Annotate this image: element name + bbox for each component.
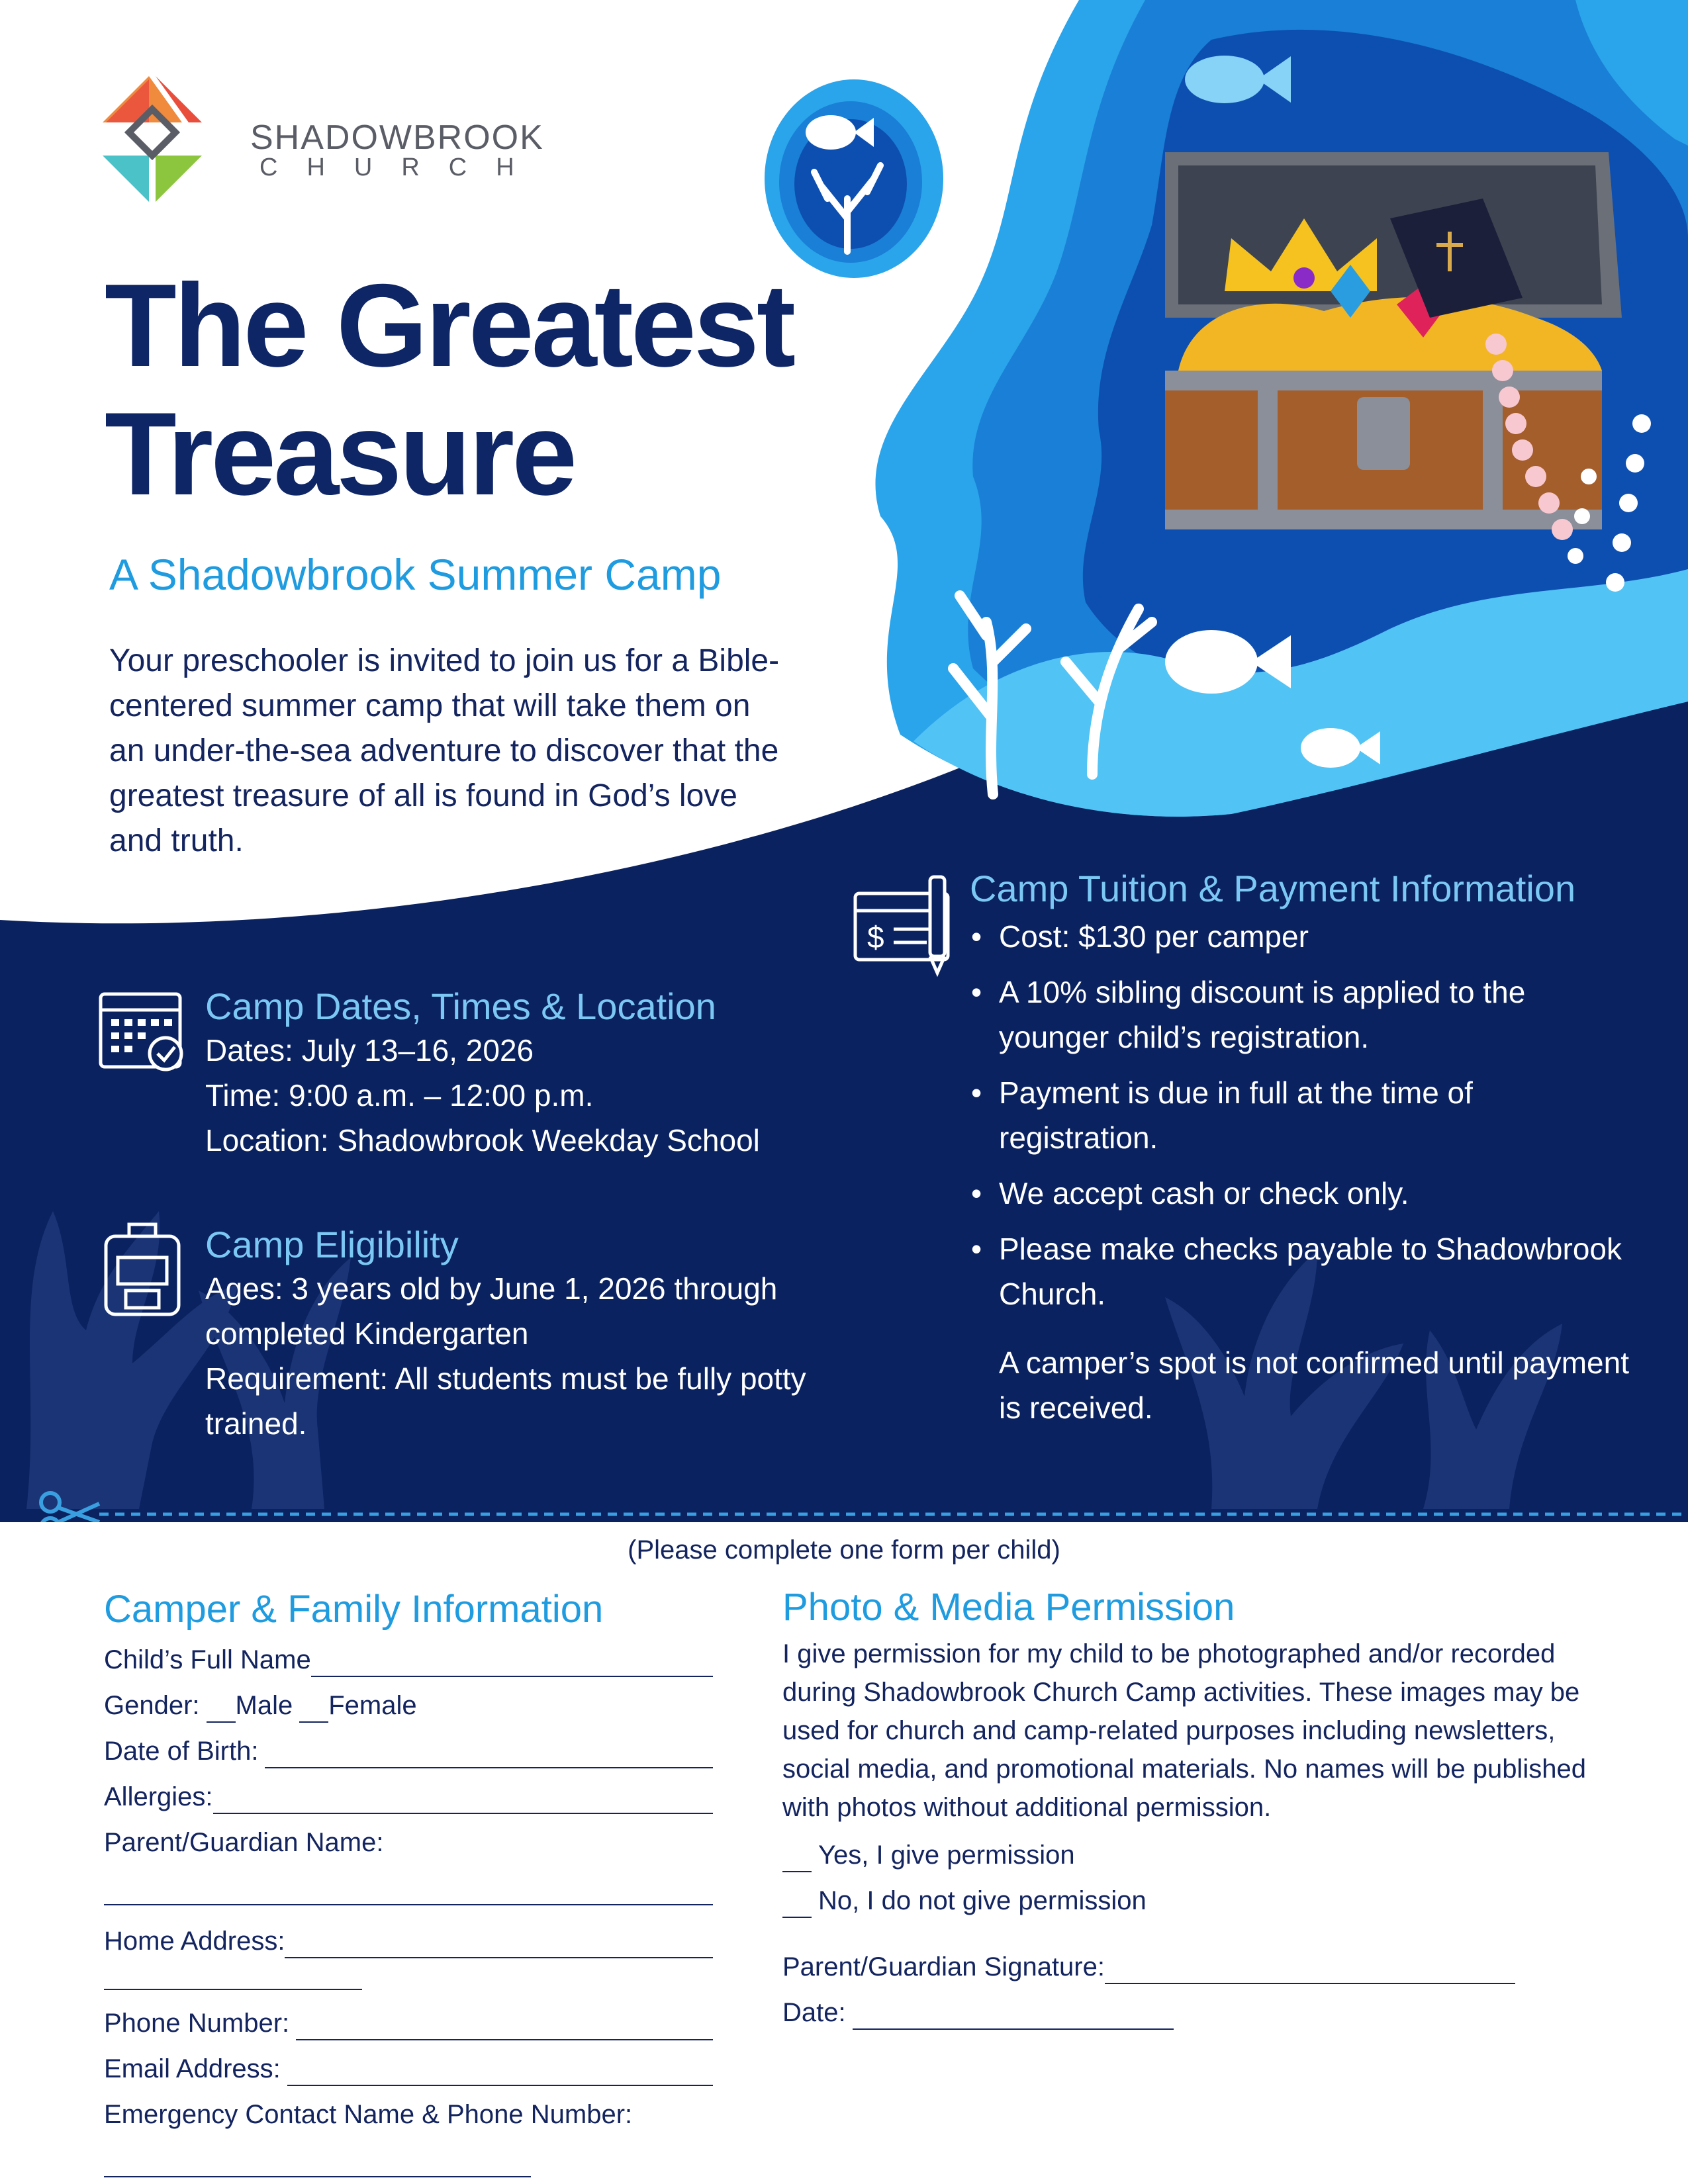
title-line-2: Treasure	[105, 388, 575, 520]
permission-yes-option[interactable]	[782, 1827, 1597, 1872]
allergies-field[interactable]	[104, 1768, 713, 1814]
list-item: • Payment is due in full at the time of registration.	[970, 1070, 1632, 1160]
parent-name-label: Parent/Guardian Name:	[104, 1828, 384, 1857]
times-line: Time: 9:00 a.m. – 12:00 p.m.	[205, 1078, 594, 1113]
signature-input[interactable]	[1105, 1960, 1515, 1984]
dates-section	[205, 985, 760, 1163]
photo-permission-form	[782, 1585, 1597, 2030]
permission-no-label: No, I do not give permission	[818, 1886, 1147, 1915]
permission-no-blank[interactable]	[782, 1894, 812, 1918]
child-name-input[interactable]	[311, 1653, 713, 1677]
home-address-label: Home Address:	[104, 1927, 285, 1956]
email-field[interactable]	[104, 2040, 713, 2086]
logo-subtitle: CHURCH	[259, 154, 543, 181]
emergency-input[interactable]	[104, 2154, 531, 2177]
tuition-section	[970, 867, 1632, 1430]
list-item: • Please make checks payable to Shadowbrook Church.	[970, 1226, 1632, 1316]
date-field[interactable]	[782, 1984, 1597, 2030]
permission-yes-blank[interactable]	[782, 1848, 812, 1872]
camper-form	[104, 1587, 713, 2177]
page-subtitle: A Shadowbrook Summer Camp	[109, 550, 722, 599]
emergency-label: Emergency Contact Name & Phone Number:	[104, 2100, 633, 2129]
tuition-list	[970, 914, 1632, 1316]
allergies-input[interactable]	[213, 1790, 713, 1814]
tuition-note: A camper’s spot is not confirmed until payment is received.	[999, 1345, 1629, 1425]
signature-field[interactable]	[782, 1918, 1597, 1984]
phone-label: Phone Number:	[104, 2009, 290, 2038]
parent-name-input-row[interactable]	[104, 1860, 713, 1905]
allergies-label: Allergies:	[104, 1782, 213, 1811]
parent-name-field	[104, 1814, 713, 1860]
date-input[interactable]	[853, 2006, 1174, 2030]
photo-permission-text: I give permission for my child to be photographed and/or recorded during Shadowbrook Church Camp activities. These images may be used for church and camp-related purposes including newsletters, social media, and promotional materials. No names will be published with photos without additional permission.	[782, 1639, 1586, 1822]
female-label: Female	[328, 1691, 417, 1720]
dob-label: Date of Birth:	[104, 1737, 259, 1766]
gender-label: Gender:	[104, 1691, 200, 1720]
permission-yes-label: Yes, I give permission	[818, 1841, 1075, 1870]
dob-input[interactable]	[265, 1745, 713, 1768]
intro-paragraph: Your preschooler is invited to join us for a Bible-centered summer camp that will take them on an under-the-sea adventure to discover that the greatest treasure of all is found in God’s love and truth.	[109, 643, 780, 858]
signature-label: Parent/Guardian Signature:	[782, 1952, 1105, 1981]
home-address-second-row[interactable]	[104, 1958, 713, 1990]
phone-field[interactable]	[104, 1990, 713, 2040]
svg-text:$: $	[867, 920, 884, 954]
home-address-input[interactable]	[285, 1934, 713, 1958]
dates-heading: Camp Dates, Times & Location	[205, 985, 716, 1027]
form-note: (Please complete one form per child)	[628, 1535, 1060, 1565]
child-name-field[interactable]	[104, 1631, 713, 1677]
emergency-field	[104, 2086, 713, 2132]
location-line: Location: Shadowbrook Weekday School	[205, 1123, 760, 1158]
camper-form-heading: Camper & Family Information	[104, 1588, 604, 1631]
male-label: Male	[235, 1691, 293, 1720]
permission-no-option[interactable]	[782, 1872, 1597, 1918]
email-label: Email Address:	[104, 2054, 281, 2083]
home-address-input-2[interactable]	[104, 1966, 362, 1990]
church-logo-icon	[103, 76, 202, 202]
female-blank[interactable]	[299, 1699, 328, 1723]
list-item: • We accept cash or check only.	[970, 1171, 1632, 1216]
list-item: • A 10% sibling discount is applied to the younger child’s registration.	[970, 970, 1632, 1060]
treasure-chest-icon	[1165, 152, 1622, 540]
parent-name-input[interactable]	[104, 1882, 713, 1905]
dates-line: Dates: July 13–16, 2026	[205, 1033, 534, 1068]
male-blank[interactable]	[207, 1699, 236, 1723]
phone-input[interactable]	[296, 2017, 713, 2040]
emergency-input-row[interactable]	[104, 2132, 713, 2177]
photo-form-heading: Photo & Media Permission	[782, 1586, 1235, 1629]
child-name-label: Child’s Full Name	[104, 1645, 311, 1674]
page-title	[105, 261, 899, 518]
dob-field[interactable]	[104, 1723, 713, 1768]
date-label: Date:	[782, 1998, 846, 2027]
title-line-1: The Greatest	[105, 259, 794, 391]
requirement-text: Requirement: All students must be fully potty trained.	[205, 1361, 806, 1441]
email-input[interactable]	[287, 2062, 713, 2086]
ages-text: Ages: 3 years old by June 1, 2026 through completed Kindergarten	[205, 1271, 778, 1351]
logo-name: SHADOWBROOK	[250, 118, 544, 157]
tuition-heading: Camp Tuition & Payment Information	[970, 868, 1576, 909]
home-address-field[interactable]	[104, 1905, 713, 1958]
gender-field	[104, 1677, 713, 1723]
eligibility-section	[205, 1223, 814, 1446]
eligibility-heading: Camp Eligibility	[205, 1224, 459, 1265]
list-item: • Cost: $130 per camper	[970, 914, 1632, 959]
